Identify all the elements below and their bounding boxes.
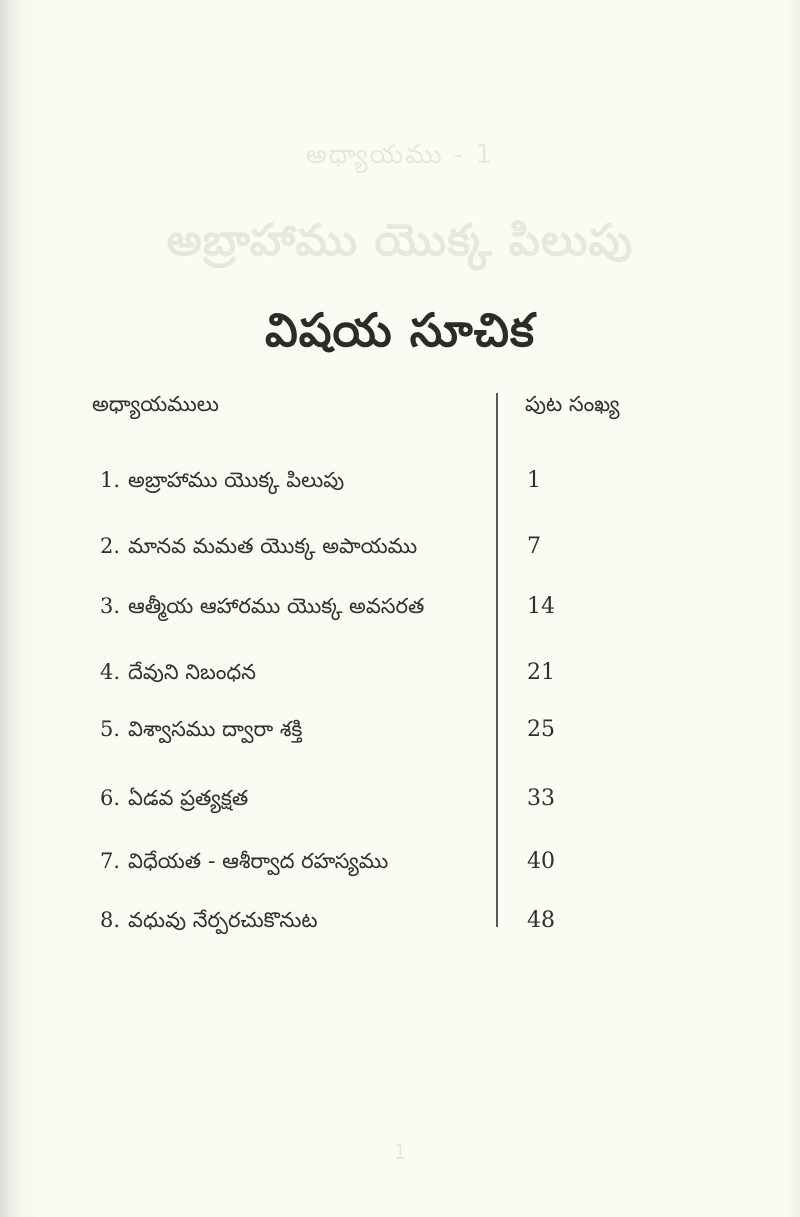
show-through-page-number: 1 <box>393 1140 407 1164</box>
toc-entry-3 <box>0 594 800 634</box>
toc-entry-6 <box>0 786 800 826</box>
show-through-heading: అబ్రాహాము యొక్క పిలుపు <box>166 215 634 266</box>
toc-entry-page: 48 <box>527 908 555 933</box>
toc-entry-page: 40 <box>527 849 555 874</box>
toc-entry-4 <box>0 660 800 700</box>
toc-entry-title: 4. దేవుని నిబంధన <box>100 660 256 684</box>
toc-entry-page: 33 <box>527 786 555 811</box>
chapters-column-header: అధ్యాయములు <box>92 392 219 416</box>
toc-entry-page: 1 <box>527 468 541 493</box>
toc-entry-7 <box>0 849 800 889</box>
toc-entry-page: 14 <box>527 594 555 619</box>
show-through-chapter-label: అధ్యాయము - 1 <box>305 140 495 170</box>
toc-entry-title: 2. మానవ మమత యొక్క అపాయము <box>100 534 418 558</box>
toc-entry-page: 21 <box>527 660 555 685</box>
toc-entry-title: 1. అబ్రాహాము యొక్క పిలుపు <box>100 468 345 492</box>
toc-entry-title: 3. ఆత్మీయ ఆహారము యొక్క అవసరత <box>100 594 425 618</box>
toc-entry-title: 7. విధేయత - ఆశీర్వాద రహస్యము <box>100 849 389 873</box>
toc-entry-title: 5. విశ్వాసము ద్వారా శక్తి <box>100 717 303 741</box>
toc-entry-5 <box>0 717 800 757</box>
page-title: విషయ సూచిక <box>265 302 535 357</box>
toc-entry-title: 6. ఏడవ ప్రత్యక్షత <box>100 786 249 810</box>
toc-entry-1 <box>0 468 800 508</box>
page-number-column-header: పుట సంఖ్య <box>525 392 620 416</box>
toc-entry-8 <box>0 908 800 948</box>
toc-entry-page: 25 <box>527 717 555 742</box>
toc-entry-2 <box>0 534 800 574</box>
toc-entry-title: 8. వధువు నేర్పరచుకొనుట <box>100 908 318 932</box>
toc-entry-page: 7 <box>527 534 541 559</box>
